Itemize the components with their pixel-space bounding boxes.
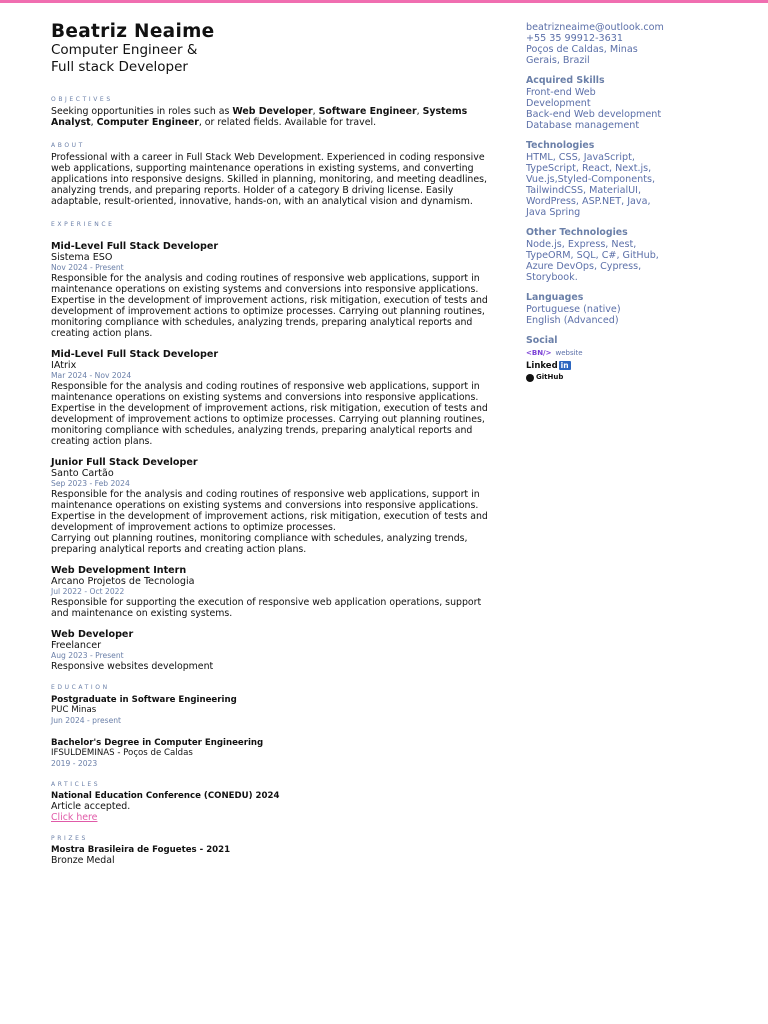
- article-link[interactable]: Click here: [51, 812, 98, 823]
- skills-heading: Acquired Skills: [526, 75, 605, 86]
- about-label: ABOUT: [51, 142, 85, 149]
- email-link[interactable]: beatrizneaime@outlook.com: [526, 22, 664, 33]
- job-entry: [51, 565, 491, 619]
- job-company: IAtrix: [51, 360, 77, 371]
- sidebar: [526, 22, 746, 383]
- prizes-label: PRIZES: [51, 835, 88, 842]
- article-title: National Education Conference (CONEDU) 2024: [51, 791, 280, 801]
- job-title: Mid-Level Full Stack Developer: [51, 241, 219, 252]
- role-line-2: Full stack Developer: [51, 59, 188, 75]
- job-entry: [51, 457, 491, 555]
- website-logo-icon: <BN/>: [526, 349, 552, 357]
- job-description: Responsible for the analysis and coding routines of responsive web applications, support in maintenance operations on existing systems and conversions into responsive applications. Expertise in the development of improvement actions, risk mitigation, execution of tests and development of improvement actions to optimize processes. Carrying out planning routines, monitoring compliance with schedules, analyzing trends, preparing analytical reports and creating action plans.: [51, 273, 488, 339]
- school-name: PUC Minas: [51, 705, 97, 715]
- job-company: Freelancer: [51, 640, 102, 651]
- education-dates: 2019 - 2023: [51, 759, 98, 768]
- role-line-1: Computer Engineer &: [51, 42, 198, 58]
- objectives-label: OBJECTIVES: [51, 96, 113, 103]
- job-dates: Aug 2023 - Present: [51, 651, 124, 660]
- job-description: Responsive websites development: [51, 661, 214, 672]
- website-link[interactable]: [526, 348, 746, 359]
- github-icon: GitHub: [526, 372, 563, 383]
- other-technologies-list: Node.js, Express, Nest, TypeORM, SQL, C#, GitHub, Azure DevOps, Cypress, Storybook.: [526, 239, 659, 283]
- job-description: Responsible for the analysis and coding routines of responsive web applications, support in maintenance operations on existing systems and conversions into responsive applications. Expertise in the development of improvement actions, risk mitigation, execution of tests and development of improvement actions to optimize processes. Carrying out planning routines, monitoring compliance with schedules, analyzing trends, preparing analytical reports and creating action plans.: [51, 381, 488, 447]
- education-entry: [51, 738, 491, 769]
- job-dates: Nov 2024 - Present: [51, 263, 124, 272]
- prize-note: Bronze Medal: [51, 855, 115, 866]
- skills-list: Front-end Web Development Back-end Web development Database management: [526, 87, 662, 131]
- location: Poços de Caldas, Minas Gerais, Brazil: [526, 44, 638, 66]
- main-column: [51, 22, 491, 866]
- prize-title: Mostra Brasileira de Foguetes - 2021: [51, 845, 231, 855]
- job-entry: [51, 241, 491, 339]
- technologies-list: HTML, CSS, JavaScript, TypeScript, React, Next.js, Vue.js,Styled-Components, TailwindCSS, MaterialUI, WordPress, ASP.NET, Java, Java Spring: [526, 152, 656, 218]
- article-status: Article accepted.: [51, 801, 131, 812]
- job-entry: [51, 629, 491, 672]
- person-name: Beatriz Neaime: [51, 21, 215, 42]
- job-title: Mid-Level Full Stack Developer: [51, 349, 219, 360]
- phone-number: +55 35 99912-3631: [526, 33, 623, 44]
- education-label: EDUCATION: [51, 684, 110, 691]
- degree-title: Postgraduate in Software Engineering: [51, 695, 237, 705]
- job-title: Junior Full Stack Developer: [51, 457, 198, 468]
- experience-label: EXPERIENCE: [51, 221, 115, 228]
- job-company: Sistema ESO: [51, 252, 113, 263]
- social-heading: Social: [526, 335, 558, 346]
- job-company: Santo Cartão: [51, 468, 114, 479]
- articles-label: ARTICLES: [51, 781, 101, 788]
- about-text: Professional with a career in Full Stack Web Development. Experienced in coding responsive web applications, supporting maintenance operations in existing systems, and converting applications into responsive designs. Skilled in planning, monitoring, and meeting deadlines, analyzing trends, and preparing reports. Holder of a category B driving license. Easily adaptable, result-oriented, innovative, hands-on, with an analytical vision and dynamism.: [51, 152, 488, 207]
- job-title: Web Development Intern: [51, 565, 187, 576]
- education-dates: Jun 2024 - present: [51, 716, 122, 725]
- technologies-heading: Technologies: [526, 140, 595, 151]
- objectives-text: Seeking opportunities in roles such as Web Developer, Software Engineer, Systems Analyst, Computer Engineer, or related fields. Available for travel.: [51, 106, 468, 128]
- job-dates: Jul 2022 - Oct 2022: [51, 587, 125, 596]
- website-label: website: [555, 349, 583, 357]
- school-name: IFSULDEMINAS - Poços de Caldas: [51, 748, 193, 758]
- job-title: Web Developer: [51, 629, 134, 640]
- linkedin-icon: Linked in: [526, 360, 569, 371]
- linkedin-link[interactable]: [526, 360, 746, 371]
- languages-list: Portuguese (native) English (Advanced): [526, 304, 621, 326]
- languages-heading: Languages: [526, 292, 584, 303]
- other-technologies-heading: Other Technologies: [526, 227, 628, 238]
- education-entry: [51, 695, 491, 726]
- job-description: Responsible for supporting the execution of responsive web application operations, support and maintenance on existing systems.: [51, 597, 482, 619]
- job-company: Arcano Projetos de Tecnologia: [51, 576, 195, 587]
- job-dates: Sep 2023 - Feb 2024: [51, 479, 130, 488]
- job-description: Responsible for the analysis and coding routines of responsive web applications, support in maintenance operations on existing systems and conversions into responsive applications. Expertise in the development of improvement actions, risk mitigation, execution of tests and development of improvement actions to optimize processes. Carrying out planning routines, monitoring compliance with schedules, analyzing trends, preparing analytical reports and creating action plans.: [51, 489, 488, 555]
- github-link[interactable]: [526, 372, 746, 383]
- job-entry: [51, 349, 491, 447]
- job-dates: Mar 2024 - Nov 2024: [51, 371, 132, 380]
- top-accent-bar: [0, 0, 768, 3]
- degree-title: Bachelor's Degree in Computer Engineering: [51, 738, 264, 748]
